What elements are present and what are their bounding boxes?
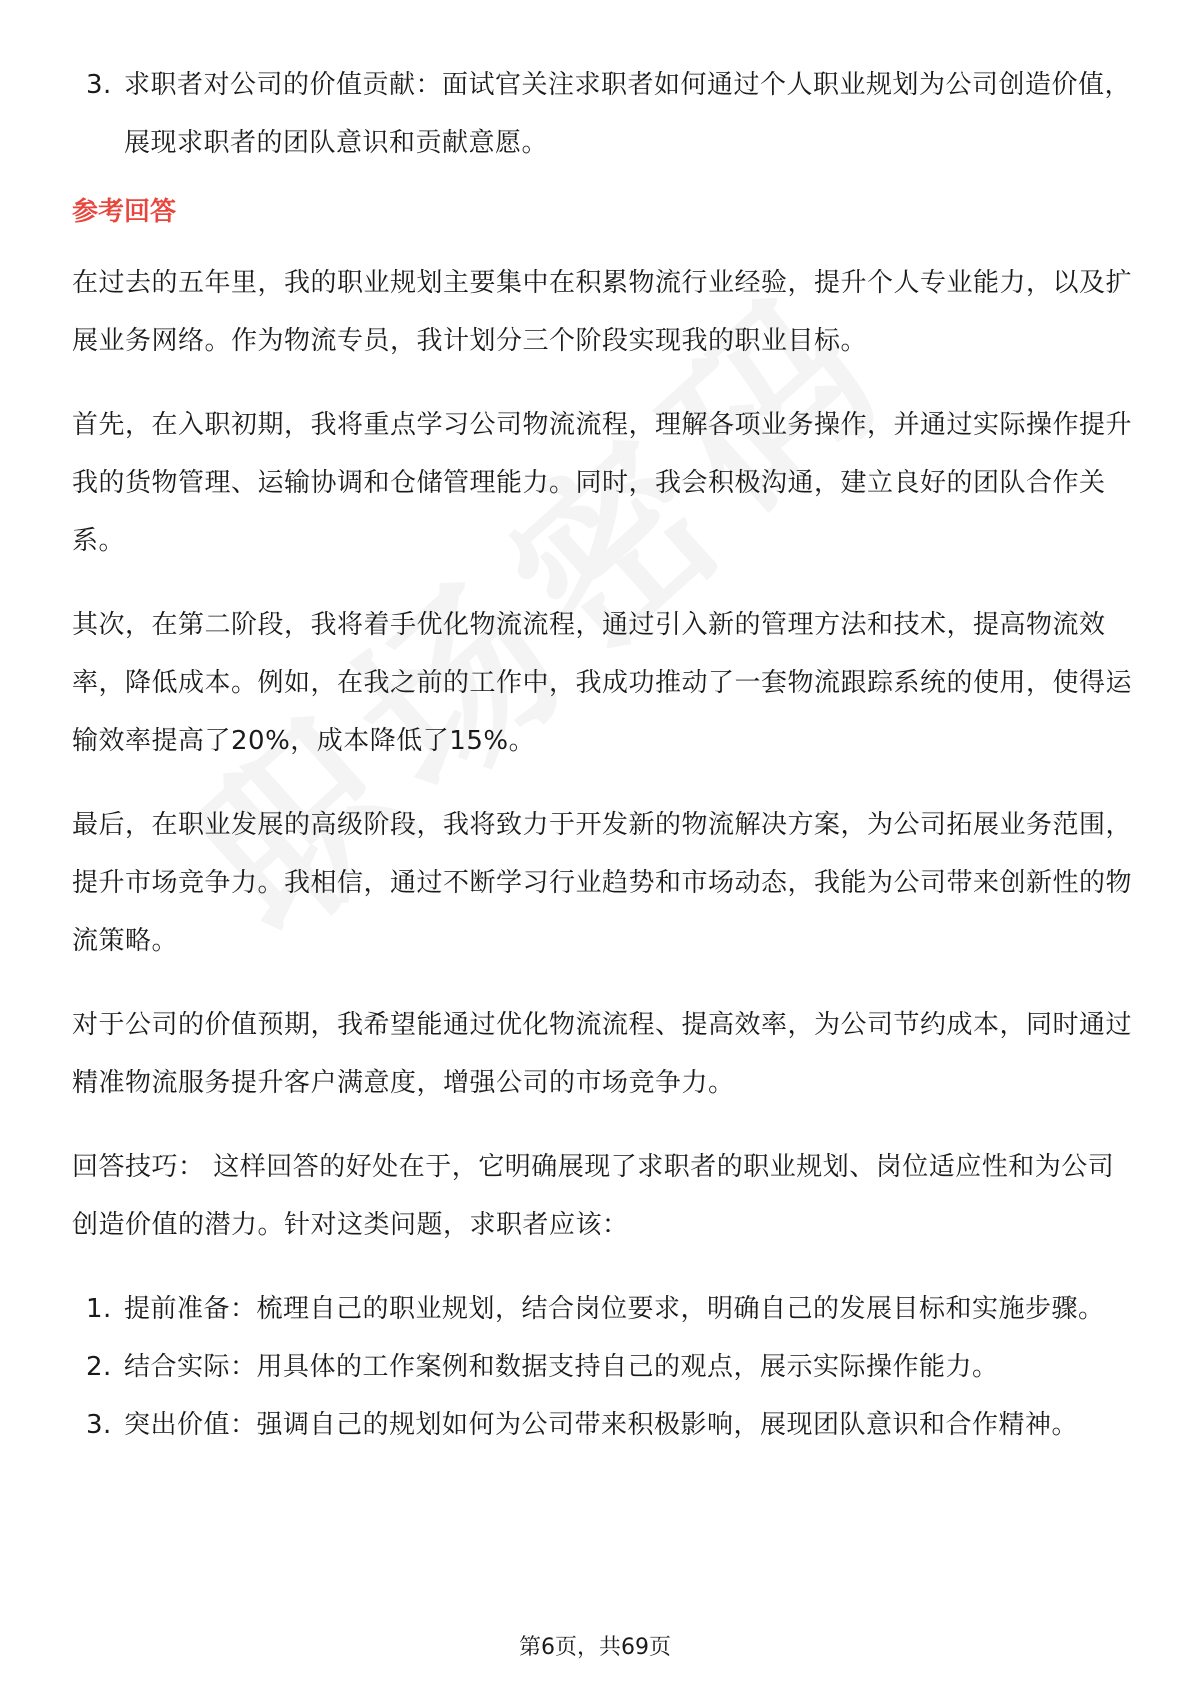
intro-list [72,56,1132,172]
reference-answer-heading: 参考回答 [72,197,177,227]
list-number: 1. [86,1294,112,1324]
paragraph: 对于公司的价值预期，我希望能通过优化物流流程、提高效率，为公司节约成本，同时通过精准物流服务提升客户满意度，增强公司的市场竞争力。 [72,1010,1133,1098]
list-item [72,1396,1132,1454]
list-item-text: 结合实际：用具体的工作案例和数据支持自己的观点，展示实际操作能力。 [124,1352,999,1382]
page-footer: 第6页，共69页 [519,1635,671,1660]
tips-list [72,1280,1132,1454]
list-number: 2. [86,1352,112,1382]
list-number: 3. [86,1410,112,1440]
list-item [72,1280,1132,1338]
paragraph: 在过去的五年里，我的职业规划主要集中在积累物流行业经验，提升个人专业能力，以及扩展业务网络。作为物流专员，我计划分三个阶段实现我的职业目标。 [72,268,1133,356]
paragraph: 其次，在第二阶段，我将着手优化物流流程，通过引入新的管理方法和技术，提高物流效率，降低成本。例如，在我之前的工作中，我成功推动了一套物流跟踪系统的使用，使得运输效率提高了20%，成本降低了15%。 [72,610,1133,756]
page-content [72,56,1132,1454]
list-item [72,1338,1132,1396]
list-item-text: 求职者对公司的价值贡献：面试官关注求职者如何通过个人职业规划为公司创造价值，展现求职者的团队意识和贡献意愿。 [124,70,1132,158]
list-item [72,56,1132,172]
list-item-text: 突出价值：强调自己的规划如何为公司带来积极影响，展现团队意识和合作精神。 [124,1410,1079,1440]
answer-tips-paragraph: 回答技巧： 这样回答的好处在于，它明确展现了求职者的职业规划、岗位适应性和为公司创造价值的潜力。针对这类问题，求职者应该： [72,1152,1115,1240]
list-item-text: 提前准备：梳理自己的职业规划，结合岗位要求，明确自己的发展目标和实施步骤。 [124,1294,1105,1324]
paragraph: 最后，在职业发展的高级阶段，我将致力于开发新的物流解决方案，为公司拓展业务范围，提升市场竞争力。我相信，通过不断学习行业趋势和市场动态，我能为公司带来创新性的物流策略。 [72,810,1133,956]
list-number: 3. [86,70,112,100]
paragraph: 首先，在入职初期，我将重点学习公司物流流程，理解各项业务操作，并通过实际操作提升我的货物管理、运输协调和仓储管理能力。同时，我会积极沟通，建立良好的团队合作关系。 [72,410,1133,556]
